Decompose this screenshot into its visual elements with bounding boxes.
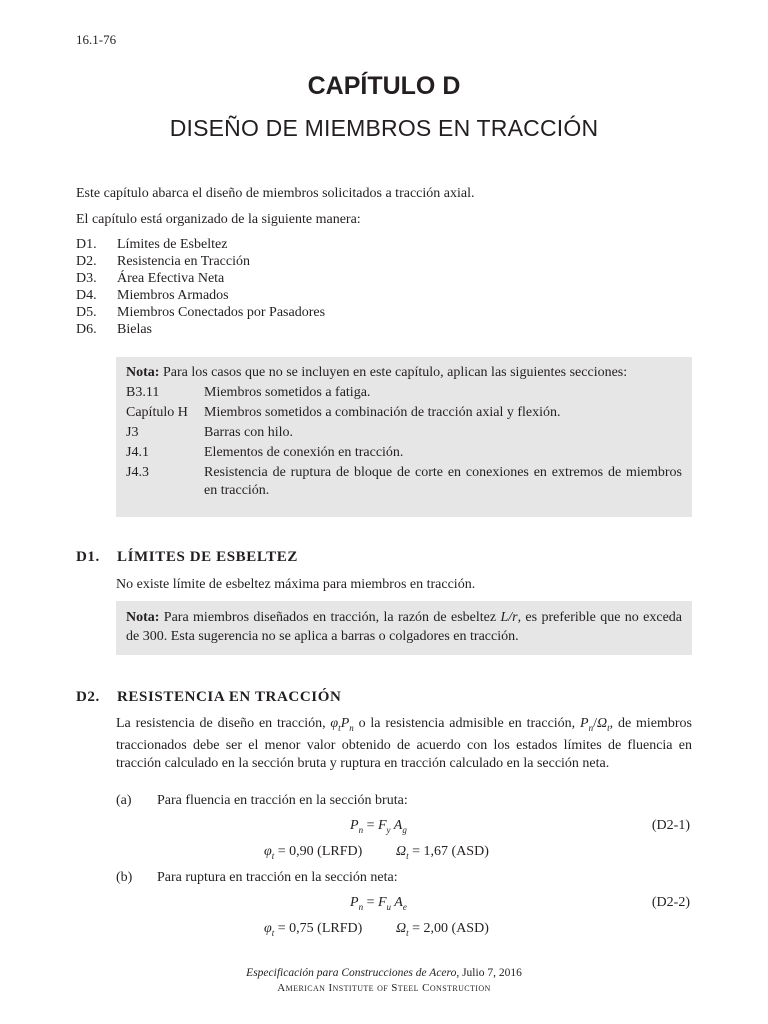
list-item-label: Miembros Conectados por Pasadores — [117, 305, 326, 320]
note-label: Nota: — [126, 610, 160, 625]
list-item — [76, 304, 325, 321]
section-number: D1. — [76, 549, 100, 565]
list-item-code: D3. — [76, 271, 97, 286]
list-item — [76, 287, 325, 304]
phi-value: = 0,75 (LRFD) — [277, 921, 363, 936]
table-row — [126, 463, 682, 500]
equation-d2-2: $P_n = F_u$ $A_e$ — [350, 895, 407, 912]
note-text-part: Para miembros diseñados en tracción, la razón de esbeltez — [159, 610, 501, 625]
omega-coefficient: $\Omega_t = 1,67$ (ASD) — [396, 844, 489, 861]
equation-number: (D2-2) — [651, 895, 690, 910]
item-label: (a) — [116, 793, 132, 808]
intro-paragraph-2: El capítulo está organizado de la siguiente manera: — [76, 212, 361, 227]
list-item-a — [116, 793, 408, 809]
item-text: Para fluencia en tracción en la sección bruta: — [157, 793, 408, 808]
footer-title: Especificación para Construcciones de Acero — [246, 967, 457, 979]
section-ref: J4.3 — [126, 465, 149, 480]
list-item — [76, 253, 325, 270]
table-row — [126, 403, 682, 423]
omega-value: = 2,00 (ASD) — [412, 921, 489, 936]
section-ref: J4.1 — [126, 445, 149, 460]
page-number: 16.1-76 — [76, 32, 117, 47]
phi-coefficient: $\varphi_t = 0,90$ (LRFD) — [264, 844, 363, 861]
table-row — [126, 443, 682, 463]
d2-paragraph — [116, 715, 692, 772]
note-text-part: , es preferible que no exceda de 300. Esta sugerencia no se aplica a barras o colgadores en tracción. — [126, 610, 683, 644]
phi-coefficient: $\varphi_t = 0,75$ (LRFD) — [264, 921, 363, 938]
list-item — [76, 321, 325, 338]
chapter-title: CAPÍTULO D — [307, 72, 461, 100]
table-row — [126, 383, 682, 403]
list-item-code: D1. — [76, 237, 97, 252]
section-description: Miembros sometidos a combinación de tracción axial y flexión. — [204, 405, 561, 420]
note-label: Nota: — [126, 365, 160, 380]
note-box-applicable-sections — [116, 357, 692, 517]
section-description: Barras con hilo. — [204, 425, 294, 440]
omega-value: = 1,67 (ASD) — [412, 844, 489, 859]
note-box-slenderness — [116, 601, 692, 655]
section-heading-d1 — [76, 549, 298, 566]
paragraph-text-part: La resistencia de diseño en tracción, — [116, 716, 331, 731]
section-description: Miembros sometidos a fatiga. — [204, 385, 371, 400]
phi-value: = 0,90 (LRFD) — [277, 844, 363, 859]
section-ref: Capítulo H — [126, 405, 188, 420]
list-item-label: Miembros Armados — [117, 288, 229, 303]
list-item-label: Límites de Esbeltez — [117, 237, 228, 252]
list-item-code: D6. — [76, 322, 97, 337]
list-item-label: Área Efectiva Neta — [117, 271, 225, 286]
d1-paragraph: No existe límite de esbeltez máxima para miembros en tracción. — [116, 577, 476, 592]
chapter-contents-list — [76, 236, 325, 338]
list-item-code: D2. — [76, 254, 97, 269]
list-item-label: Bielas — [117, 322, 152, 337]
section-number: D2. — [76, 689, 100, 705]
footer-date: , Julio 7, 2016 — [456, 967, 522, 979]
list-item-b — [116, 870, 398, 886]
equation-d2-1: $P_n = F_y$ $A_g$ — [350, 818, 407, 835]
section-ref: J3 — [126, 425, 139, 440]
equation-number: (D2-1) — [651, 818, 690, 833]
omega-coefficient: $\Omega_t = 2,00$ (ASD) — [396, 921, 489, 938]
item-text: Para ruptura en tracción en la sección neta: — [157, 870, 398, 885]
section-description: Elementos de conexión en tracción. — [204, 445, 404, 460]
section-title: RESISTENCIA EN TRACCIÓN — [117, 689, 342, 705]
slenderness-ratio: L/r — [500, 610, 518, 625]
list-item — [76, 236, 325, 253]
phi-t-pn-symbol: $\varphi_tP_n$ — [330, 716, 354, 733]
table-row — [126, 423, 682, 443]
footer-specification — [0, 967, 768, 979]
paragraph-text-part: de miembros traccionados debe ser el menor valor obtenido de acuerdo con los estados límites de fluencia en tracción calculado en la sección bruta y ruptura en tracción calculado en la sección neta. — [116, 716, 692, 771]
note-text: Para los casos que no se incluyen en este capítulo, aplican las siguientes secciones: — [162, 365, 628, 380]
list-item-code: D5. — [76, 305, 97, 320]
intro-paragraph-1: Este capítulo abarca el diseño de miembros solicitados a tracción axial. — [76, 186, 475, 201]
section-ref: B3.11 — [126, 385, 160, 400]
pn-over-omega-symbol: $P_n/\Omega_t$, — [580, 716, 614, 733]
footer-institute: American Institute of Steel Construction — [277, 982, 491, 994]
list-item-code: D4. — [76, 288, 97, 303]
list-item-label: Resistencia en Tracción — [117, 254, 250, 269]
paragraph-text-part: o la resistencia admisible en tracción, — [353, 716, 581, 731]
section-title: LÍMITES DE ESBELTEZ — [117, 549, 298, 565]
section-description: Resistencia de ruptura de bloque de corte en conexiones en extremos de miembros en tracción. — [204, 465, 682, 498]
note-intro — [126, 363, 682, 383]
item-label: (b) — [116, 870, 133, 885]
section-heading-d2 — [76, 689, 341, 706]
list-item — [76, 270, 325, 287]
chapter-subtitle: DISEÑO DE MIEMBROS EN TRACCIÓN — [169, 115, 599, 141]
